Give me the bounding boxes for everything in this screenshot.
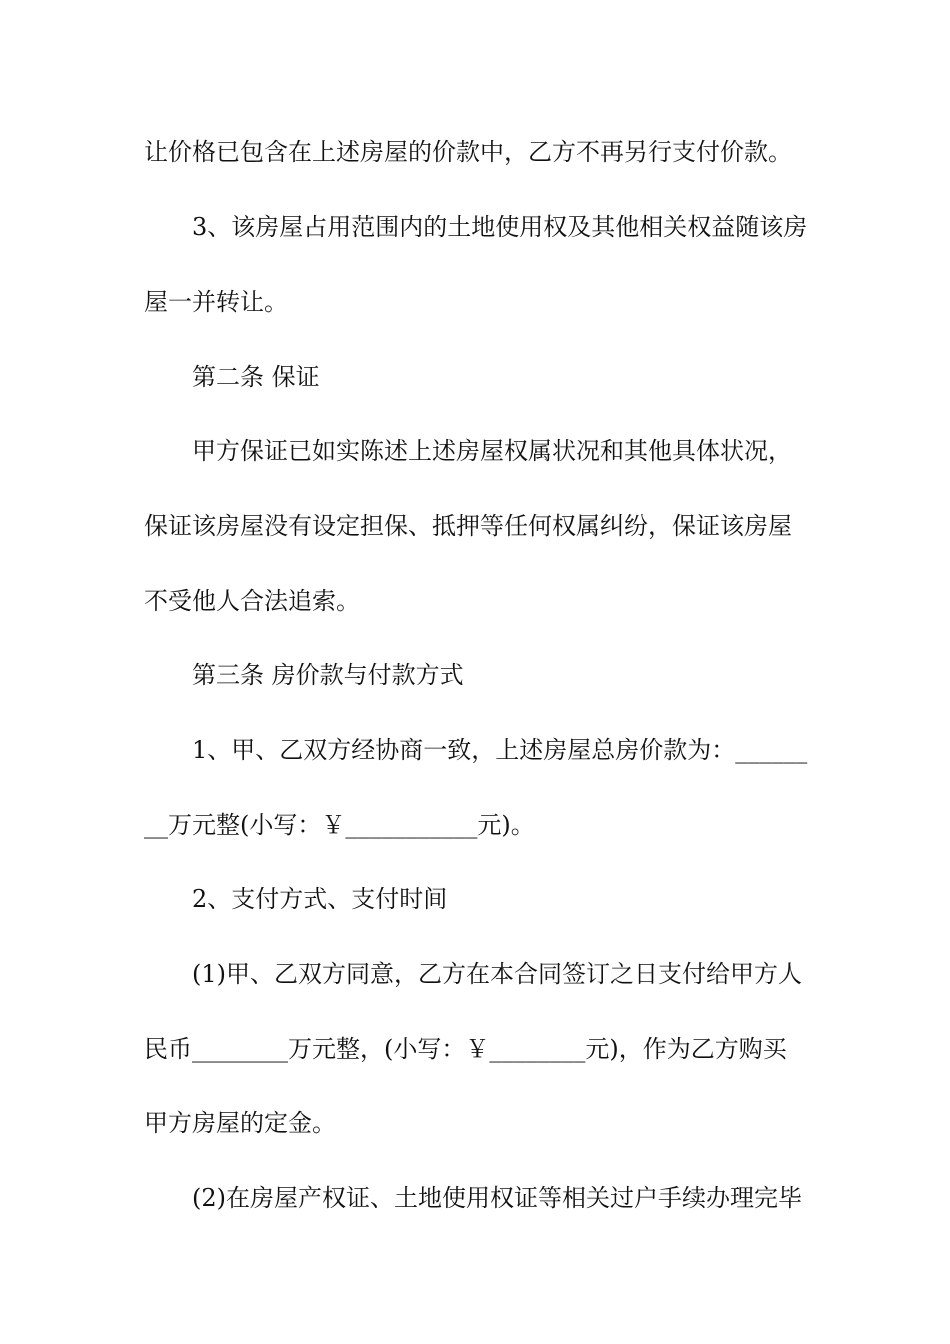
clause-item-3: 3、该房屋占用范围内的土地使用权及其他相关权益随该房 — [192, 213, 808, 241]
text-line: 保证该房屋没有设定担保、抵押等任何权属纠纷，保证该房屋 — [144, 512, 792, 540]
section-heading-article-2: 第二条 保证 — [192, 363, 320, 391]
section-heading-article-3: 第三条 房价款与付款方式 — [192, 661, 464, 689]
sub-clause-2: (2)在房屋产权证、土地使用权证等相关过户手续办理完毕 — [192, 1184, 802, 1212]
clause-item-1: 1、甲、乙双方经协商一致，上述房屋总房价款为：______ — [192, 736, 808, 764]
text-line: 民币________万元整，(小写：￥________元)，作为乙方购买 — [144, 1035, 787, 1063]
paragraph-guarantee: 甲方保证已如实陈述上述房屋权属状况和其他具体状况， — [192, 437, 792, 465]
sub-clause-1: (1)甲、乙双方同意，乙方在本合同签订之日支付给甲方人 — [192, 960, 802, 988]
text-line: __万元整(小写：￥___________元)。 — [144, 811, 535, 839]
text-line: 屋一并转让。 — [144, 288, 288, 316]
text-line: 甲方房屋的定金。 — [144, 1109, 336, 1137]
clause-item-2: 2、支付方式、支付时间 — [192, 885, 448, 913]
text-line: 不受他人合法追索。 — [144, 587, 360, 615]
text-line: 让价格已包含在上述房屋的价款中，乙方不再另行支付价款。 — [144, 138, 792, 166]
